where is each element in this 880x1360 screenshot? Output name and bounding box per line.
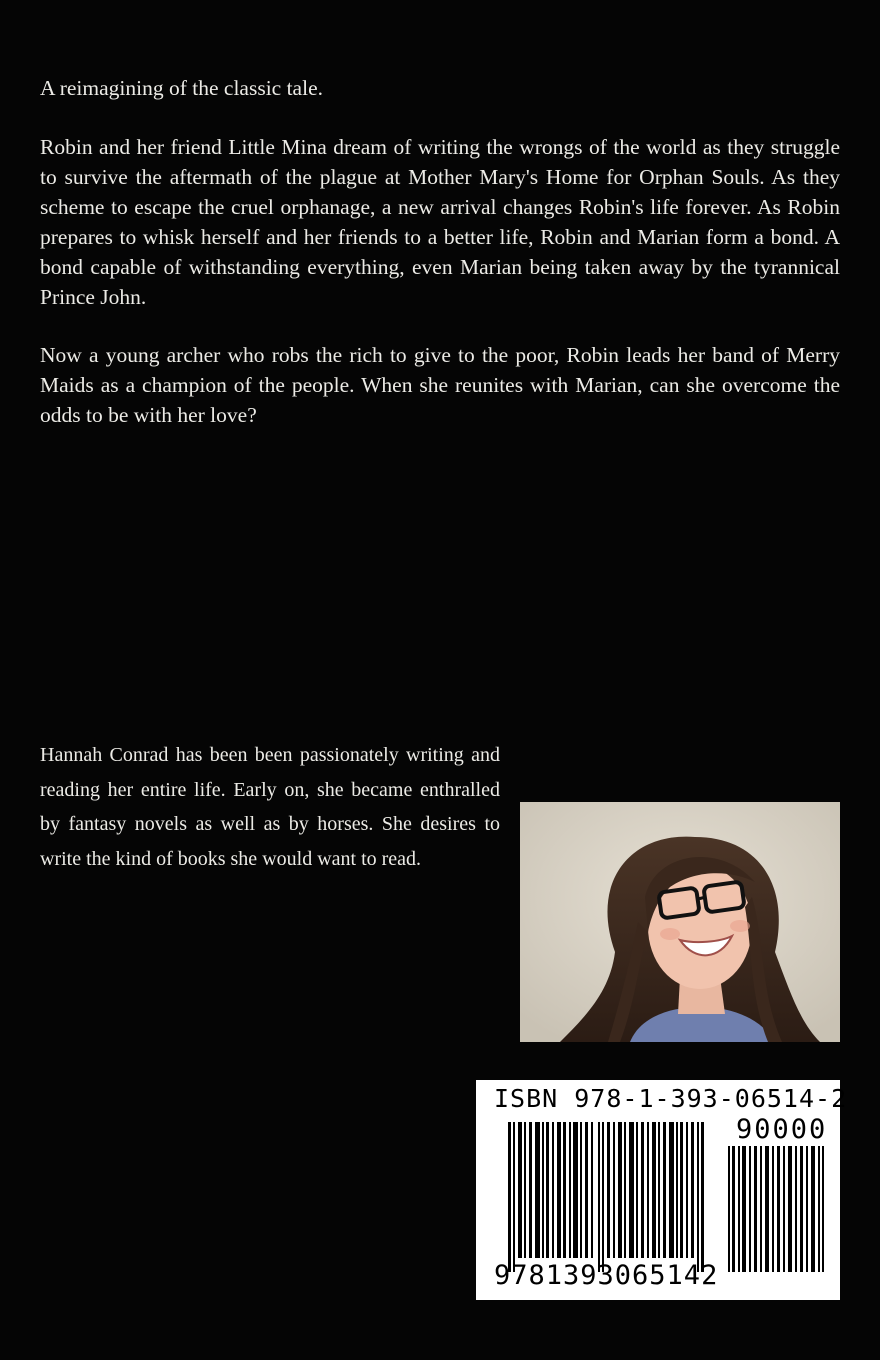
addon-barcode-bars	[728, 1146, 824, 1272]
isbn-barcode	[476, 1080, 848, 1300]
tagline: A reimagining of the classic tale.	[40, 76, 323, 100]
synopsis-paragraph-2: Now a young archer who robs the rich to give to the poor, Robin leads her band of Merry Maids as a champion of the people. When she reunites with Marian, can she overcome the odds to be with her love?	[40, 343, 840, 427]
author-bio: Hannah Conrad has been been passionately writing and reading her entire life. Early on, she became enthralled by fantasy novels as well as by horses. She desires to write the kind of books she would want to read.	[40, 744, 500, 870]
barcode-bars	[508, 1122, 704, 1272]
synopsis-paragraph-1: Robin and her friend Little Mina dream of writing the wrongs of the world as they struggle to survive the aftermath of the plague at Mother Mary's Home for Orphan Souls. As they scheme to escape the cruel orphanage, a new arrival changes Robin's life forever. As Robin prepares to whisk herself and her friends to a better life, Robin and Marian form a bond. A bond capable of withstanding everything, even Marian being taken away by the tyrannical Prince John.	[40, 135, 840, 309]
isbn-label: ISBN 978-1-393-06514-2	[494, 1084, 848, 1113]
author-photo	[520, 802, 840, 1042]
price-code: 90000	[736, 1114, 828, 1145]
barcode-digits: 9781393065142	[494, 1260, 719, 1291]
author-portrait-icon	[520, 802, 840, 1042]
